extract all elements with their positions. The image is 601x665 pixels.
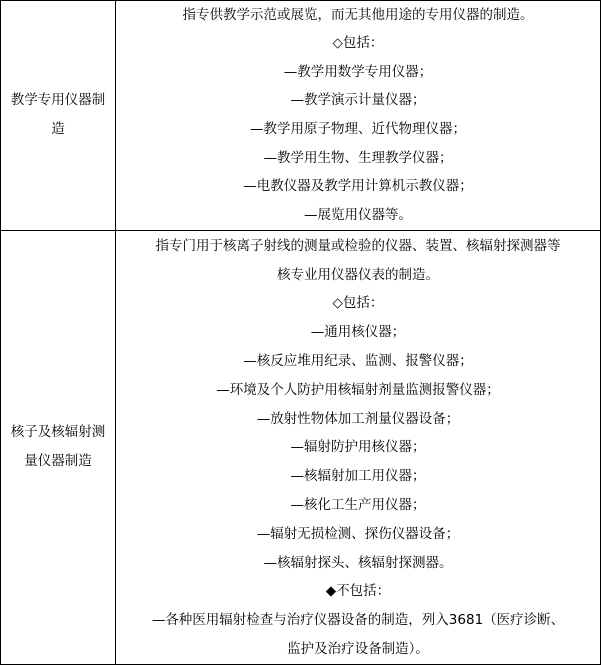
list-item: —核辐射加工用仪器； [290, 468, 426, 485]
description-line: 指专供教学示范或展览，而无其他用途的专用仪器的制造。 [182, 7, 534, 23]
includes-heading: ◇包括： [332, 295, 384, 312]
list-item: —辐射防护用核仪器； [290, 439, 426, 456]
list-item: 监护及治疗设备制造）。 [287, 640, 429, 657]
list-item: —环境及个人防护用核辐射剂量监测报警仪器； [216, 381, 500, 398]
table-row [1, 230, 601, 664]
list-item: —辐射无损检测、探伤仪器设备； [256, 525, 460, 542]
category-name-line2: 造 [51, 121, 65, 138]
category-name-line1: 核子及核辐射测 [10, 424, 106, 441]
list-item: —教学用数学专用仪器； [283, 63, 433, 80]
list-item: —教学用原子物理、近代物理仪器； [250, 121, 466, 138]
list-item: —教学用生物、生理教学仪器； [263, 149, 453, 166]
list-item: —核化工生产用仪器； [290, 496, 426, 513]
description-cell [116, 1, 601, 231]
category-name-line2: 量仪器制造 [24, 453, 92, 470]
description-line: 核专业用仪器仪表的制造。 [277, 266, 439, 283]
list-item: —各种医用辐射检查与治疗仪器设备的制造，列入3681（医疗诊断、 [151, 612, 565, 629]
list-item: —核反应堆用纪录、监测、报警仪器； [243, 353, 473, 369]
list-item: —教学演示计量仪器； [290, 92, 426, 109]
list-item: —展览用仪器等。 [304, 207, 412, 224]
list-item: —放射性物体加工剂量仪器设备； [256, 410, 460, 427]
excludes-heading: ◆不包括： [325, 583, 391, 600]
category-cell [1, 1, 116, 231]
category-cell [1, 230, 116, 664]
includes-heading: ◇包括： [332, 35, 384, 51]
description-line: 指专门用于核离子射线的测量或检验的仪器、装置、核辐射探测器等 [155, 237, 561, 254]
list-item: —电教仪器及教学用计算机示教仪器； [243, 178, 473, 195]
description-cell [116, 230, 601, 664]
category-name-line1: 教学专用仪器制 [10, 92, 106, 109]
list-item: —核辐射探头、核辐射探测器。 [263, 554, 453, 571]
table-row [1, 1, 601, 231]
list-item: —通用核仪器； [310, 324, 406, 341]
